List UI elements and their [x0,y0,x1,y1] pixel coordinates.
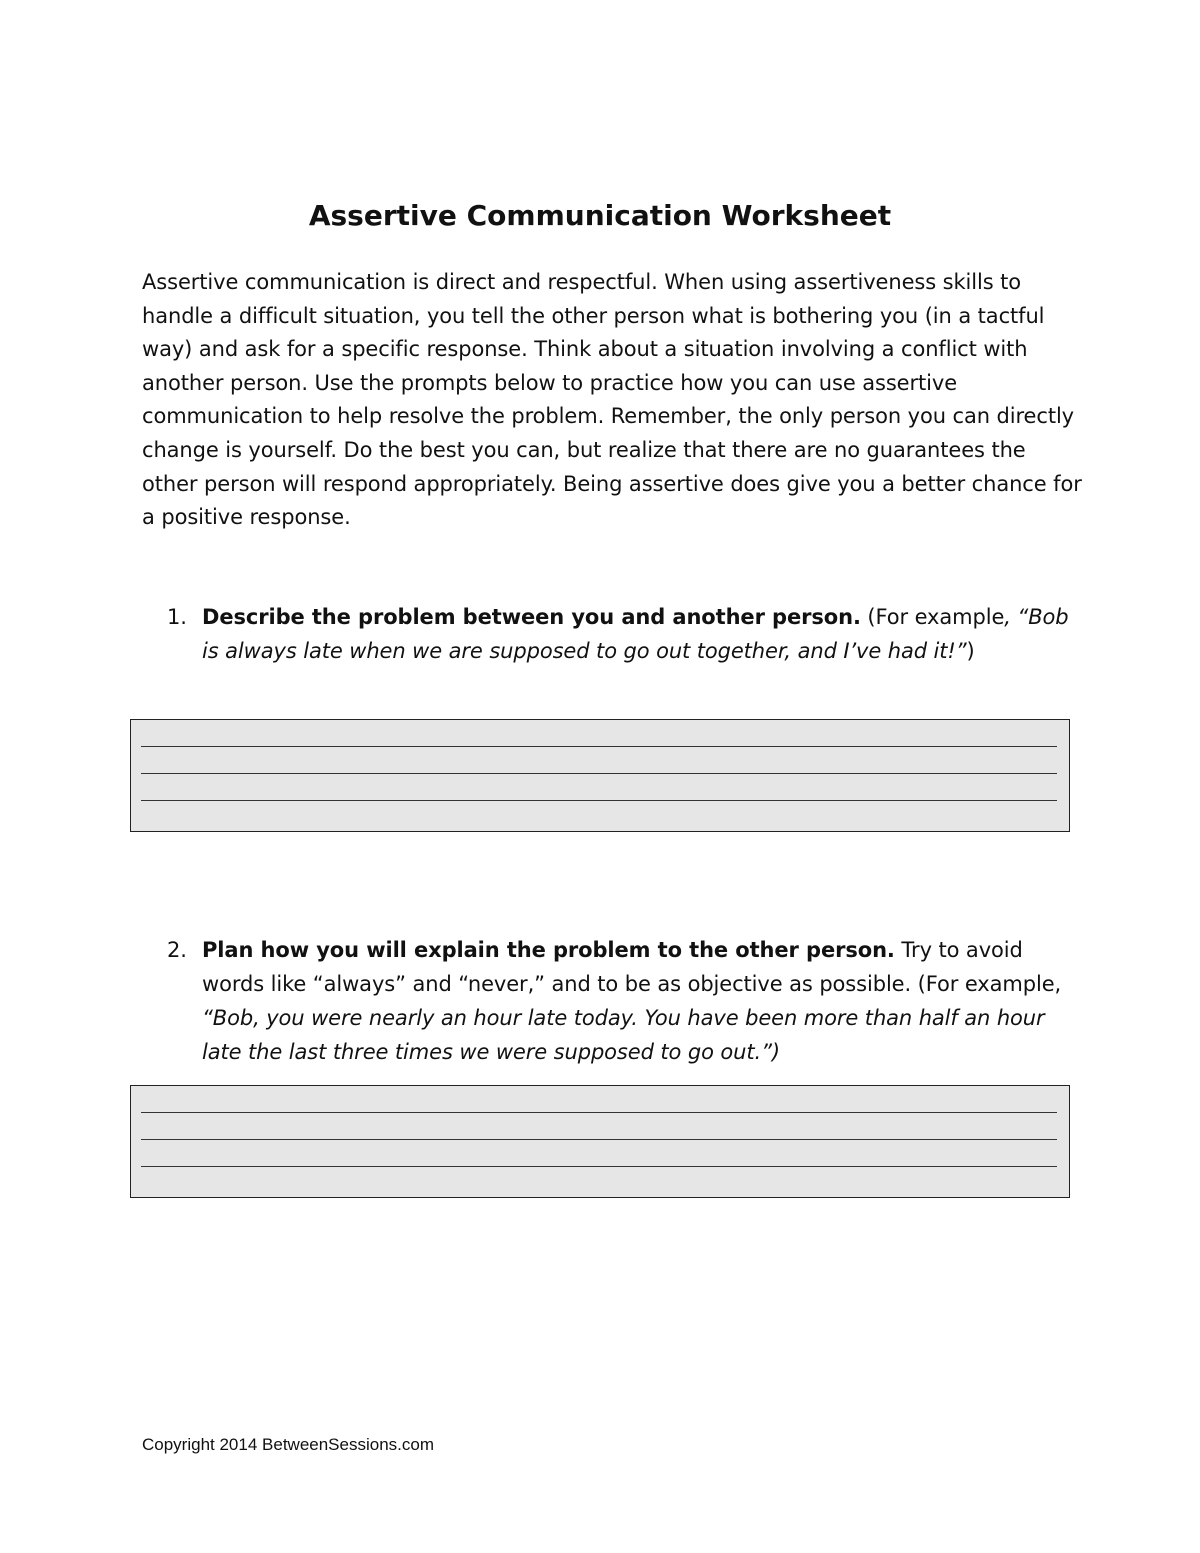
answer-line [141,773,1057,774]
question-2-example: “Bob, you were nearly an hour late today. You have been more than half an hour late the last three times we were supposed to go out.”) [202,1006,1045,1064]
question-2-heading: Plan how you will explain the problem to the other person. [202,938,895,962]
answer-line [141,1112,1057,1113]
answer-box-1[interactable] [130,719,1070,832]
question-1-instruction: (For example [860,605,1005,629]
answer-line [141,746,1057,747]
question-2-number: 2. [167,938,187,962]
answer-line [141,1139,1057,1140]
question-1-example: , “Bob is always late when we are supposed to go out together, and I’ve had it!” [202,605,1069,663]
worksheet-title: Assertive Communication Worksheet [308,199,892,232]
intro-paragraph: Assertive communication is direct and respectful. When using assertiveness skills to handle a difficult situation, you tell the other person what is bothering you (in a tactful way) and ask for a specific response. Think about a situation involving a conflict with another person. Use the prompts below to practice how you can use assertive communication to help resolve the problem. Remember, the only person you can directly change is yourself. Do the best you can, but realize that there are no guarantees the other person will respond appropriately. Being assertive does give you a better chance for a positive response. [142,270,1082,530]
question-1 [142,600,1082,668]
answer-box-2[interactable] [130,1085,1070,1198]
question-2-prompt [202,933,1082,1069]
answer-line [141,800,1057,801]
answer-line [141,1166,1057,1167]
question-1-number: 1. [167,605,187,629]
question-1-closing: ) [966,639,975,663]
question-1-heading: Describe the problem between you and another person. [202,605,861,629]
copyright-footer: Copyright 2014 BetweenSessions.com [142,1435,434,1454]
question-1-prompt [202,600,1082,668]
question-2 [142,933,1082,1069]
question-2-instruction: Try to avoid words like “always” and “never,” and to be as objective as possible. (For example, [202,938,1062,996]
